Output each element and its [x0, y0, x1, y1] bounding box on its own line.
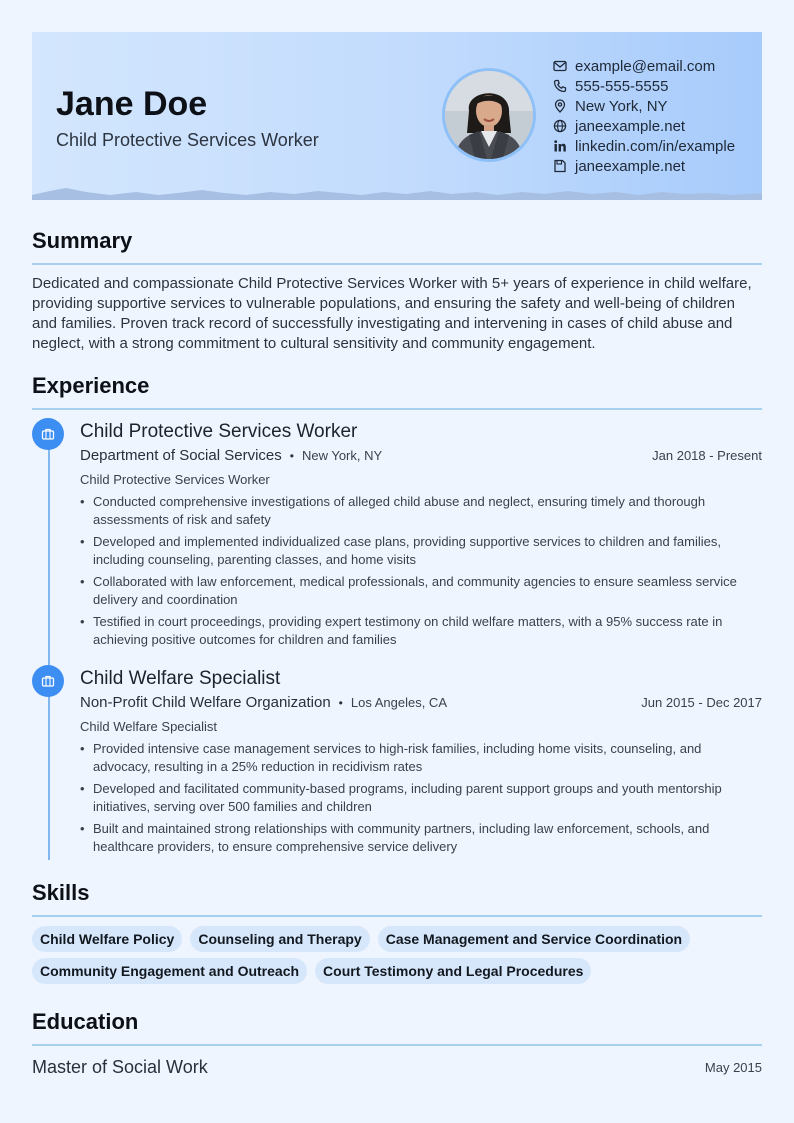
- skill-chip: Community Engagement and Outreach: [32, 958, 307, 984]
- job-organization: Non-Profit Child Welfare Organization: [80, 694, 331, 711]
- responsibility-item: • Provided intensive case management services to high-risk families, including home visits, counseling, and advocacy, resulting in a 25% reduction in recidivism rates: [80, 740, 762, 776]
- contact-phone[interactable]: [552, 76, 735, 96]
- summary-text: Dedicated and compassionate Child Protective Services Worker with 5+ years of experience in child welfare, providing supportive services to vulnerable populations, and ensuring the safety and well-being of children and families. Proven track record of successfully investigating and intervening in cases of child abuse and neglect, with a strong commitment to cultural sensitivity and community engagement.: [32, 275, 752, 352]
- skills-row: [32, 926, 762, 952]
- job-dates: Jun 2015 - Dec 2017: [641, 695, 762, 710]
- job-responsibilities: [80, 740, 762, 856]
- experience-item: [80, 667, 762, 860]
- education-degree: Master of Social Work: [32, 1057, 208, 1077]
- globe-icon: [552, 118, 568, 134]
- responsibility-item: • Conducted comprehensive investigations of alleged child abuse and neglect, ensuring timely and thorough assessments of risk and safety: [80, 493, 762, 529]
- job-dates: Jan 2018 - Present: [652, 448, 762, 463]
- job-title: Child Protective Services Worker: [80, 421, 358, 442]
- responsibility-item: • Built and maintained strong relationships with community partners, including law enforcement, schools, and healthcare providers, to ensure comprehensive service delivery: [80, 820, 762, 856]
- candidate-name: Jane Doe: [56, 85, 208, 123]
- phone-text: 555-555-5555: [575, 77, 669, 95]
- header-mountain-decoration: [32, 184, 762, 200]
- profile-photo-illustration: [445, 71, 533, 159]
- skills-row: [32, 958, 762, 984]
- phone-icon: [552, 78, 568, 94]
- responsibility-item: • Testified in court proceedings, providing expert testimony on child welfare matters, with a 95% success rate in achieving positive outcomes for children and families: [80, 613, 762, 649]
- separator-dot: •: [338, 696, 343, 710]
- skill-chip: Case Management and Service Coordination: [378, 926, 690, 952]
- skill-chip: Child Welfare Policy: [32, 926, 182, 952]
- skill-chip: Counseling and Therapy: [190, 926, 369, 952]
- job-org-line: [80, 693, 762, 717]
- education-divider: [32, 1044, 762, 1046]
- summary-heading: Summary: [32, 228, 133, 253]
- contact-portfolio[interactable]: [552, 156, 735, 176]
- experience-heading: Experience: [32, 373, 150, 398]
- job-title: Child Welfare Specialist: [80, 668, 281, 689]
- summary-divider: [32, 263, 762, 265]
- job-org-line: [80, 446, 762, 470]
- skills-divider: [32, 915, 762, 917]
- contact-email[interactable]: [552, 56, 735, 76]
- email-text: example@email.com: [575, 57, 716, 75]
- separator-dot: •: [289, 449, 294, 463]
- job-organization: Department of Social Services: [80, 447, 282, 464]
- experience-divider: [32, 408, 762, 410]
- briefcase-icon: [32, 665, 64, 697]
- job-responsibilities: [80, 493, 762, 649]
- job-role: Child Welfare Specialist: [80, 719, 218, 734]
- responsibility-item: • Developed and facilitated community-based programs, including parent support groups and youth mentorship initiatives, serving over 500 families and children: [80, 780, 762, 816]
- experience-item: [80, 420, 762, 653]
- job-location: Los Angeles, CA: [350, 695, 447, 710]
- mail-icon: [552, 58, 568, 74]
- briefcase-icon: [32, 418, 64, 450]
- job-role: Child Protective Services Worker: [80, 472, 270, 487]
- job-location: New York, NY: [301, 448, 383, 463]
- contact-linkedin[interactable]: [552, 136, 735, 156]
- responsibility-item: • Collaborated with law enforcement, medical professionals, and community agencies to ensure seamless service delivery and coordination: [80, 573, 762, 609]
- contact-list: [552, 56, 735, 176]
- profile-photo: [442, 68, 536, 162]
- portfolio-icon: [552, 158, 568, 174]
- skills-list: [32, 926, 762, 990]
- contact-location: [552, 96, 735, 116]
- resume-header: [32, 32, 762, 200]
- location-pin-icon: [552, 98, 568, 114]
- portfolio-text: janeexample.net: [575, 157, 686, 175]
- website-text: janeexample.net: [575, 117, 686, 135]
- linkedin-text: linkedin.com/in/example: [575, 137, 736, 155]
- education-heading: Education: [32, 1009, 139, 1034]
- skill-chip: Court Testimony and Legal Procedures: [315, 958, 591, 984]
- linkedin-icon: [552, 138, 568, 154]
- location-text: New York, NY: [575, 97, 668, 115]
- skills-heading: Skills: [32, 880, 90, 905]
- contact-website[interactable]: [552, 116, 735, 136]
- candidate-title: Child Protective Services Worker: [56, 130, 319, 150]
- experience-timeline-line: [48, 432, 50, 860]
- responsibility-item: • Developed and implemented individualized case plans, providing supportive services to children and families, including counseling, parenting classes, and home visits: [80, 533, 762, 569]
- education-date: May 2015: [704, 1060, 762, 1075]
